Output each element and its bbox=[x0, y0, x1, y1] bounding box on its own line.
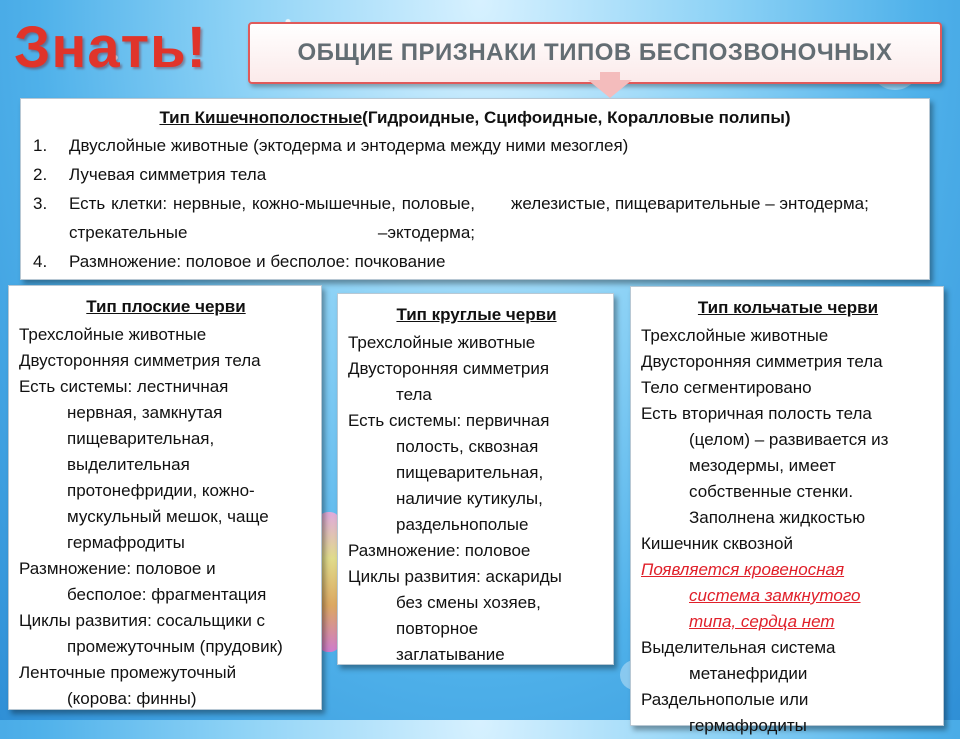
text-line: промежуточным (прудовик) bbox=[67, 637, 283, 656]
text-line: выделительная bbox=[67, 455, 190, 474]
text-line: Есть системы: лестничная bbox=[19, 377, 229, 396]
text-line: Двусторонняя симметрия тела bbox=[641, 352, 883, 371]
list-item: 3. Есть клетки: нервные, кожно-мышечные, половые, стрекательные –эктодерма; железистые, пищеварительные – энтодерма; bbox=[33, 194, 869, 242]
roundworms-heading: Тип круглые черви bbox=[396, 305, 557, 324]
roundworms-box bbox=[337, 293, 614, 665]
text-line: повторное bbox=[396, 619, 479, 638]
text-line: метанефридии bbox=[689, 664, 808, 683]
cnidaria-box bbox=[20, 98, 930, 280]
text-line: Размножение: половое bbox=[348, 541, 531, 560]
text-line: Раздельнополые или bbox=[641, 690, 809, 709]
text-line: нервная, замкнутая bbox=[67, 403, 223, 422]
text-line: Кишечник сквозной bbox=[641, 534, 794, 553]
text-line: Циклы развития: аскариды bbox=[348, 567, 562, 586]
list-item: 2. Лучевая симметрия тела bbox=[33, 165, 267, 184]
text-line: собственные стенки. bbox=[689, 482, 854, 501]
list-item: 4. Размножение: половое и бесполое: почкование bbox=[33, 252, 446, 271]
text-line: Есть системы: первичная bbox=[348, 411, 550, 430]
text-line: мускульный мешок, чаще bbox=[67, 507, 269, 526]
highlight-line: система замкнутого bbox=[689, 586, 861, 605]
text-line: тела bbox=[396, 385, 432, 404]
cnidaria-heading: Тип Кишечнополостные(Гидроидные, Сцифоидные, Коралловые полипы) bbox=[159, 108, 791, 127]
text-line: Ленточные промежуточный bbox=[19, 663, 237, 682]
text-line: Заполнена жидкостью bbox=[689, 508, 866, 527]
text-line: полость, сквозная bbox=[396, 437, 539, 456]
annelids-box bbox=[630, 286, 944, 735]
text-line: мезодермы, имеет bbox=[689, 456, 836, 475]
text-line: протонефридии, кожно- bbox=[67, 481, 255, 500]
highlight-line: типа, сердца нет bbox=[689, 612, 835, 631]
text-line: Есть вторичная полость тела bbox=[641, 404, 872, 423]
text-line: Тело сегментировано bbox=[641, 378, 812, 397]
text-line: гермафродиты bbox=[67, 533, 185, 552]
text-line: гермафродиты bbox=[689, 716, 807, 735]
flatworms-box bbox=[8, 285, 322, 710]
header-text: ОБЩИЕ ПРИЗНАКИ ТИПОВ БЕСПОЗВОНОЧНЫХ bbox=[297, 39, 893, 66]
text-line: пищеварительная, bbox=[67, 429, 215, 448]
text-line: Циклы развития: сосальщики с bbox=[19, 611, 266, 630]
text-line: бесполое: фрагментация bbox=[67, 585, 267, 604]
text-line: заглатывание bbox=[396, 645, 505, 664]
text-line: наличие кутикулы, bbox=[396, 489, 543, 508]
text-line: Выделительная система bbox=[641, 638, 836, 657]
highlight-line: Появляется кровеносная bbox=[641, 560, 845, 579]
list-item: 1. Двуслойные животные (эктодерма и энтодерма между ними мезоглея) bbox=[33, 136, 629, 155]
page-header bbox=[248, 22, 942, 84]
text-line: Двусторонняя симметрия bbox=[348, 359, 550, 378]
annelids-heading: Тип кольчатые черви bbox=[697, 298, 879, 317]
text-line: без смены хозяев, bbox=[396, 593, 541, 612]
text-line: раздельнополые bbox=[396, 515, 529, 534]
text-line: Трехслойные животные bbox=[641, 326, 829, 345]
text-line: (целом) – развивается из bbox=[689, 430, 889, 449]
cnidaria-list bbox=[33, 131, 917, 276]
down-arrow-icon bbox=[588, 80, 632, 98]
text-line: Размножение: половое и bbox=[19, 559, 216, 578]
know-title: Знать! bbox=[14, 15, 207, 80]
text-line: Трехслойные животные bbox=[348, 333, 536, 352]
text-line: Двусторонняя симметрия тела bbox=[19, 351, 261, 370]
text-line: пищеварительная, bbox=[396, 463, 544, 482]
text-line: (корова: финны) bbox=[67, 689, 197, 708]
text-line: Трехслойные животные bbox=[19, 325, 207, 344]
flatworms-heading: Тип плоские черви bbox=[86, 297, 246, 316]
